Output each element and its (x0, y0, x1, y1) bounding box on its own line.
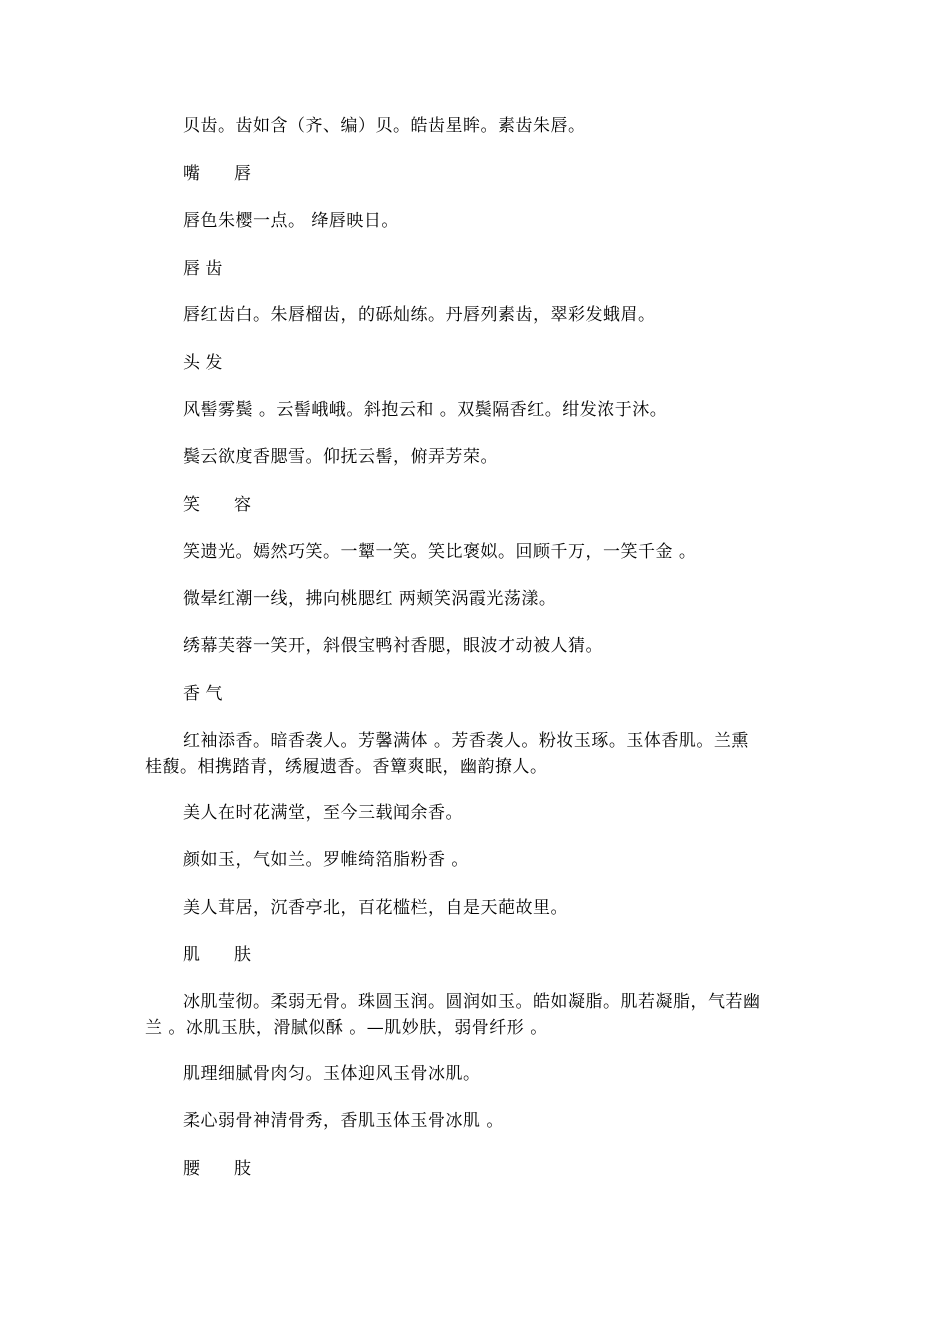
text-line: 贝齿。齿如含（齐、编）贝。皓齿星眸。素齿朱唇。 (183, 116, 586, 136)
section-heading-fragrance: 香 气 (183, 684, 223, 704)
text-line: 唇红齿白。朱唇榴齿，的砾灿练。丹唇列素齿，翠彩发蛾眉。 (183, 305, 656, 325)
text-line: 美人在时花满堂，至今三载闻余香。 (183, 803, 463, 823)
text-line: 唇色朱樱一点。 绛唇映日。 (183, 211, 399, 231)
text-line: 红袖添香。暗香袭人。芳馨满体 。芳香袭人。粉妆玉琢。玉体香肌。兰熏 (183, 731, 749, 751)
text-line: 微晕红潮一线，拂向桃腮红 两颊笑涡霞光荡漾。 (183, 589, 557, 609)
text-line: 肌理细腻骨肉匀。玉体迎风玉骨冰肌。 (183, 1064, 481, 1084)
section-heading-skin: 肌 肤 (183, 945, 251, 965)
section-heading-smile: 笑 容 (183, 495, 251, 515)
text-line: 绣幕芙蓉一笑开，斜偎宝鸭衬香腮，眼波才动被人猜。 (183, 636, 603, 656)
text-line: 颜如玉，气如兰。罗帷绮箔脂粉香 。 (183, 850, 469, 870)
section-heading-waist: 腰 肢 (183, 1159, 251, 1179)
text-line: 鬓云欲度香腮雪。仰抚云髻，俯弄芳荣。 (183, 447, 498, 467)
text-line-continued: 兰 。冰肌玉肤，滑腻似酥 。—肌妙肤，弱骨纤形 。 (145, 1018, 548, 1038)
section-heading-mouth-lips: 嘴 唇 (183, 164, 251, 184)
text-line: 笑遗光。嫣然巧笑。一颦一笑。笑比褒姒。回顾千万，一笑千金 。 (183, 542, 697, 562)
text-line: 柔心弱骨神清骨秀，香肌玉体玉骨冰肌 。 (183, 1111, 504, 1131)
text-line: 冰肌莹彻。柔弱无骨。珠圆玉润。圆润如玉。皓如凝脂。肌若凝脂，气若幽 (183, 992, 761, 1012)
section-heading-hair: 头 发 (183, 353, 223, 373)
section-heading-lips-teeth: 唇 齿 (183, 259, 223, 279)
text-line: 美人茸居，沉香亭北，百花槛栏，自是天葩故里。 (183, 898, 568, 918)
text-line: 风髻雾鬓 。云髻峨峨。斜抱云和 。双鬓隔香红。绀发浓于沐。 (183, 400, 668, 420)
text-line-continued: 桂馥。相携踏青，绣履遗香。香簟爽眠，幽韵撩人。 (145, 757, 548, 777)
